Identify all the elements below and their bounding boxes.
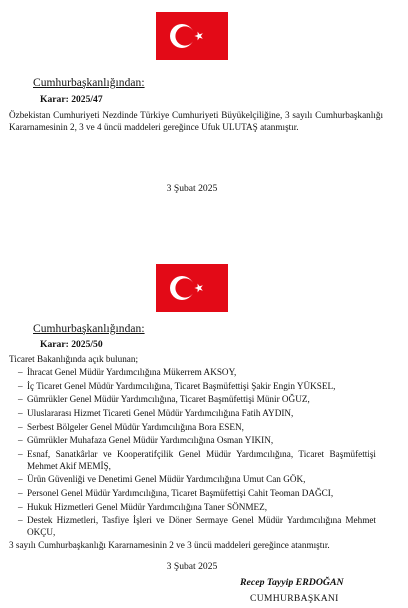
section-heading: Cumhurbaşkanlığından:: [33, 77, 145, 89]
decision-number: [40, 339, 103, 350]
list-item-text: Personel Genel Müdür Yardımcılığına, Ticaret Başmüfettişi Cahit Teoman DAĞCI,: [27, 488, 334, 499]
list-item: – Destek Hizmetleri, Tasfiye İşleri ve Döner Sermaye Genel Müdür Yardımcılığına Mehmet OKÇU,: [18, 515, 376, 538]
list-item-text: Serbest Bölgeler Genel Müdür Yardımcılığına Bora ESEN,: [27, 421, 244, 432]
list-item-text: Destek Hizmetleri, Tasfiye İşleri ve Döner Sermaye Genel Müdür Yardımcılığına Mehmet OKÇU,: [27, 515, 376, 538]
list-item: – İhracat Genel Müdür Yardımcılığına Mükerrem AKSOY,: [18, 367, 237, 377]
section-heading: Cumhurbaşkanlığından:: [33, 323, 145, 335]
appointment-closing: 3 sayılı Cumhurbaşkanlığı Kararnamesinin 2 ve 3 üncü maddeleri gereğince atanmıştır.: [9, 540, 330, 550]
appointment-intro: Ticaret Bakanlığında açık bulunan;: [9, 354, 139, 364]
turkish-flag-icon: [156, 264, 228, 312]
decision-label: Karar:: [40, 94, 69, 105]
list-item: – Personel Genel Müdür Yardımcılığına, Ticaret Başmüfettişi Cahit Teoman DAĞCI,: [18, 488, 334, 499]
list-item: – Gümrükler Muhafaza Genel Müdür Yardımcılığına Osman YIKIN,: [18, 435, 274, 446]
list-item: – İç Ticaret Genel Müdür Yardımcılığına, Ticaret Başmüfettişi Şakir Engin YÜKSEL,: [18, 380, 336, 391]
decision-number-value: 2025/47: [71, 94, 103, 105]
list-item-text: Ürün Güvenliği ve Denetimi Genel Müdür Yardımcılığına Umut Can GÖK,: [27, 474, 306, 485]
list-item: – Ürün Güvenliği ve Denetimi Genel Müdür Yardımcılığına Umut Can GÖK,: [18, 474, 306, 485]
list-item: – Gümrükler Genel Müdür Yardımcılığına, Ticaret Başmüfettişi Münir OĞUZ,: [18, 394, 310, 405]
list-item-text: Hukuk Hizmetleri Genel Müdür Yardımcılığına Taner SÖNMEZ,: [27, 501, 268, 512]
list-item-text: İç Ticaret Genel Müdür Yardımcılığına, Ticaret Başmüfettişi Şakir Engin YÜKSEL,: [27, 380, 336, 391]
appointment-list: [18, 367, 376, 541]
list-item-text: İhracat Genel Müdür Yardımcılığına Mükerrem AKSOY,: [27, 367, 237, 377]
decision-number: [40, 94, 103, 105]
decision-date: 3 Şubat 2025: [166, 561, 218, 572]
list-item: – Uluslararası Hizmet Ticareti Genel Müdür Yardımcılığına Fatih AYDIN,: [18, 408, 294, 419]
decision-label: Karar:: [40, 339, 69, 350]
signatory-name: Recep Tayyip ERDOĞAN: [240, 577, 344, 588]
list-item-text: Gümrükler Muhafaza Genel Müdür Yardımcılığına Osman YIKIN,: [27, 435, 274, 446]
decision-body: Özbekistan Cumhuriyeti Nezdinde Türkiye Cumhuriyeti Büyükelçiliğine, 3 sayılı Cumhurbaşkanlığı Kararnamesinin 2, 3 ve 4 üncü maddeleri gereğince Ufuk ULUTAŞ atanmıştır.: [9, 110, 383, 132]
list-item-text: Uluslararası Hizmet Ticareti Genel Müdür Yardımcılığına Fatih AYDIN,: [27, 408, 294, 419]
list-item-text: Gümrükler Genel Müdür Yardımcılığına, Ticaret Başmüfettişi Münir OĞUZ,: [27, 394, 310, 405]
turkish-flag-icon: [156, 12, 228, 60]
decision-number-value: 2025/50: [71, 339, 103, 350]
decision-date: 3 Şubat 2025: [166, 183, 218, 194]
list-item: – Hukuk Hizmetleri Genel Müdür Yardımcılığına Taner SÖNMEZ,: [18, 501, 268, 512]
signatory-title: CUMHURBAŞKANI: [250, 593, 339, 604]
list-item-text: Esnaf, Sanatkârlar ve Kooperatifçilik Genel Müdür Yardımcılığına, Ticaret Başmüfettişi Mehmet Akif MEMİŞ,: [27, 449, 376, 471]
list-item: – Serbest Bölgeler Genel Müdür Yardımcılığına Bora ESEN,: [18, 421, 244, 432]
list-item: – Esnaf, Sanatkârlar ve Kooperatifçilik Genel Müdür Yardımcılığına, Ticaret Başmüfettişi Mehmet Akif MEMİŞ,: [18, 449, 376, 471]
